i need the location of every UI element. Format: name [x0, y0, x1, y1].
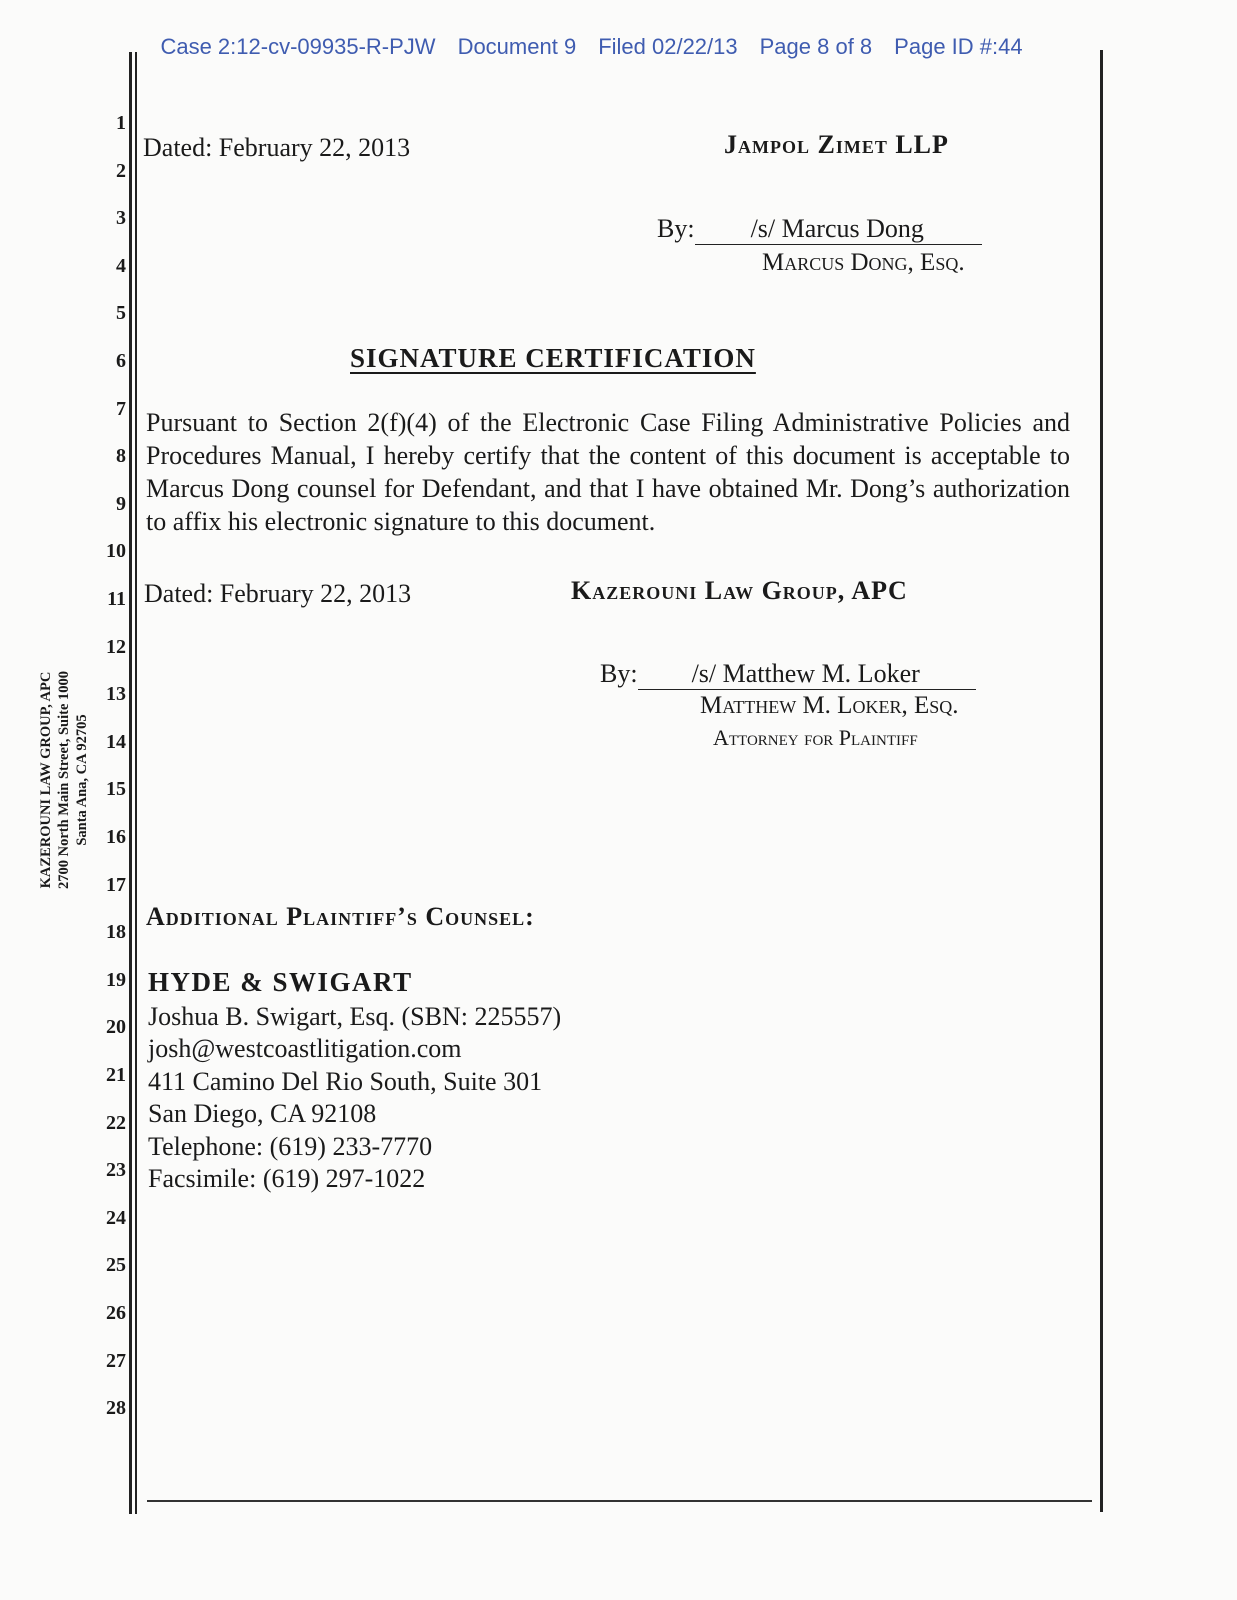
- line-number: 23: [106, 1159, 126, 1182]
- firm-hyde-swigart: HYDE & SWIGART: [148, 967, 413, 997]
- signer-role-2: Attorney for Plaintiff: [713, 725, 918, 750]
- signer-name-2: Matthew M. Loker, Esq.: [700, 692, 959, 719]
- by-label-2: By:: [600, 659, 638, 688]
- line-number: 14: [106, 730, 126, 753]
- document-number: Document 9: [457, 34, 577, 59]
- line-number: 16: [106, 826, 126, 848]
- filed-date: Filed 02/22/13: [598, 34, 738, 59]
- line-number: 6: [116, 350, 126, 372]
- page-number: Page 8 of 8: [759, 34, 873, 59]
- line-number: 21: [106, 1064, 126, 1086]
- line-number: 20: [106, 1016, 126, 1039]
- dated-line-2: Dated: February 22, 2013: [144, 579, 412, 608]
- right-margin-rule: [1100, 50, 1103, 1512]
- line-number: 18: [106, 921, 126, 944]
- counsel-line: San Diego, CA 92108: [148, 1099, 377, 1128]
- line-number: 9: [116, 492, 126, 515]
- line-number: 10: [106, 540, 126, 563]
- line-number: 4: [116, 254, 126, 277]
- line-number: 15: [106, 778, 126, 801]
- line-number: 5: [116, 302, 126, 325]
- left-margin-rule: [129, 52, 132, 1514]
- firm-jampol-zimet: Jampol Zimet LLP: [724, 130, 949, 159]
- line-number: 11: [107, 588, 126, 610]
- line-number: 17: [106, 873, 126, 896]
- side-firm-city: Santa Ana, CA 92705: [74, 714, 90, 846]
- counsel-line: Telephone: (619) 233-7770: [148, 1131, 433, 1161]
- counsel-line: josh@westcoastlitigation.com: [148, 1034, 462, 1063]
- ecf-header: [136, 8, 1045, 86]
- line-number: 13: [106, 683, 126, 706]
- certification-heading: SIGNATURE CERTIFICATION: [350, 343, 756, 373]
- counsel-line: Joshua B. Swigart, Esq. (SBN: 225557): [148, 1001, 562, 1031]
- line-number: 7: [116, 397, 126, 420]
- line-number: 28: [106, 1397, 126, 1420]
- line-number: 25: [106, 1254, 126, 1277]
- signature-1: /s/ Marcus Dong: [695, 214, 982, 245]
- line-number: 3: [116, 207, 126, 230]
- line-number: 2: [116, 159, 126, 182]
- signature-line-2: [600, 659, 976, 690]
- additional-counsel-heading: Additional Plaintiff’s Counsel:: [146, 902, 535, 931]
- signer-name-1: Marcus Dong, Esq.: [762, 249, 965, 276]
- by-label-1: By:: [657, 214, 695, 243]
- left-margin-rule-inner: [135, 52, 137, 1514]
- case-number: Case 2:12-cv-09935-R-PJW: [160, 34, 436, 59]
- counsel-line: Facsimile: (619) 297-1022: [148, 1164, 426, 1193]
- additional-counsel-block: [148, 966, 561, 1196]
- line-number: 22: [106, 1111, 126, 1134]
- line-number: 24: [106, 1206, 126, 1229]
- side-firm-street: 2700 North Main Street, Suite 1000: [56, 670, 72, 890]
- signature-2: /s/ Matthew M. Loker: [638, 659, 976, 690]
- signature-line-1: [657, 214, 982, 245]
- page-id: Page ID #:44: [894, 34, 1023, 59]
- certification-paragraph: Pursuant to Section 2(f)(4) of the Electronic Case Filing Administrative Policies and Procedures Manual, I hereby certify that the content of this document is acceptable to Marcus Dong counsel for Defendant, and that I have obtained Mr. Dong’s authorization to affix his electronic signature to this document.: [146, 408, 1070, 536]
- line-number: 12: [106, 635, 126, 658]
- counsel-line: 411 Camino Del Rio South, Suite 301: [148, 1066, 543, 1096]
- side-firm-label: [37, 671, 91, 889]
- line-number: 19: [106, 968, 126, 991]
- side-firm-name: KAZEROUNI LAW GROUP, APC: [38, 671, 54, 889]
- footer-rule: [147, 1500, 1092, 1502]
- dated-line-1: Dated: February 22, 2013: [143, 133, 411, 162]
- line-number: 27: [106, 1349, 126, 1372]
- line-number: 1: [116, 112, 126, 134]
- line-number: 26: [106, 1302, 126, 1324]
- firm-kazerouni: Kazerouni Law Group, APC: [571, 576, 908, 605]
- line-number: 8: [116, 445, 126, 468]
